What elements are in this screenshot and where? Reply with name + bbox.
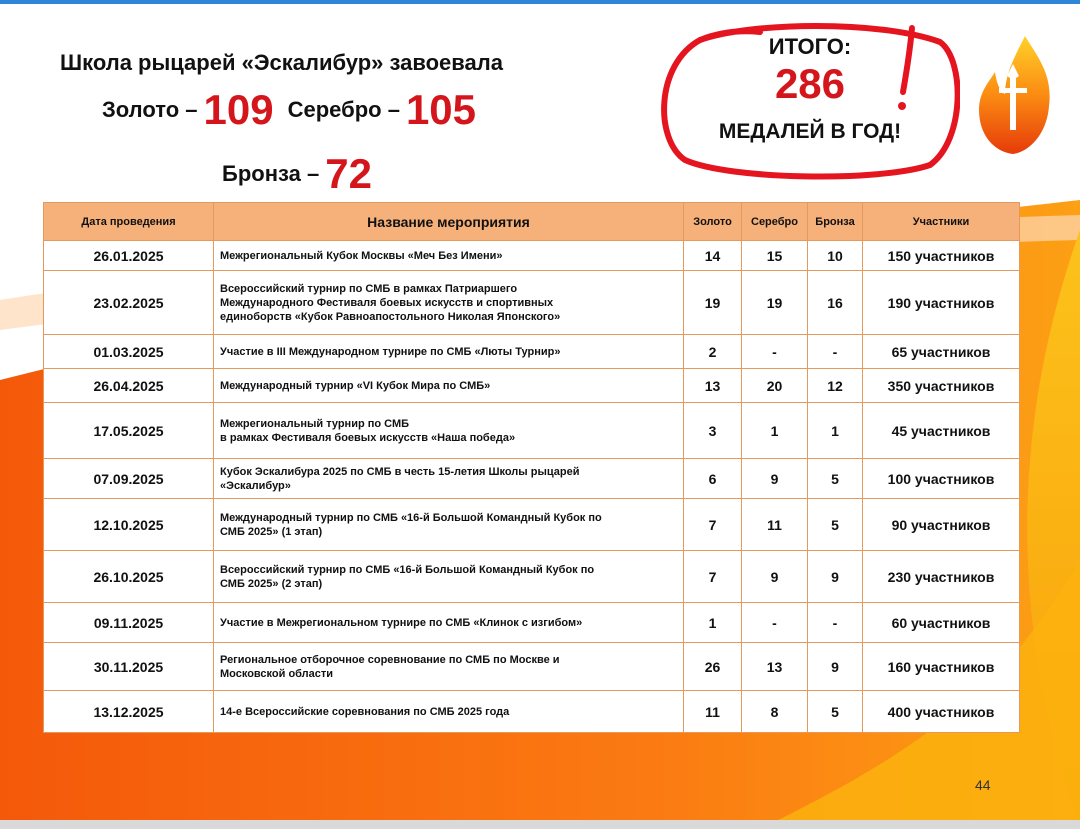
- row-participants: 150 участников: [863, 241, 1020, 271]
- table-header-row: [44, 203, 1020, 241]
- row-bronze-count: 10: [808, 241, 863, 271]
- row-gold-count: 7: [684, 551, 742, 603]
- events-table: [43, 202, 1020, 733]
- row-gold-count: 2: [684, 335, 742, 369]
- row-event-name: Межрегиональный турнир по СМБ в рамках Фестиваля боевых искусств «Наша победа»: [214, 403, 684, 459]
- headline-gold-silver: [102, 86, 476, 134]
- row-date: 13.12.2025: [44, 691, 214, 733]
- row-participants: 230 участников: [863, 551, 1020, 603]
- row-silver-count: 20: [742, 369, 808, 403]
- row-gold-count: 1: [684, 603, 742, 643]
- table-row: [44, 335, 1020, 369]
- row-participants: 190 участников: [863, 271, 1020, 335]
- row-silver-count: 13: [742, 643, 808, 691]
- silver-value: 105: [405, 86, 477, 133]
- row-silver-count: 9: [742, 459, 808, 499]
- row-date: 26.01.2025: [44, 241, 214, 271]
- row-bronze-count: 16: [808, 271, 863, 335]
- row-silver-count: -: [742, 335, 808, 369]
- table-row: [44, 643, 1020, 691]
- row-bronze-count: -: [808, 335, 863, 369]
- row-participants: 60 участников: [863, 603, 1020, 643]
- column-header-participants: Участники: [863, 203, 1020, 241]
- bronze-value: 72: [325, 150, 372, 197]
- row-event-name: Всероссийский турнир по СМБ в рамках Патриаршего Международного Фестиваля боевых искусств и спортивных единоборств «Кубок Равноапостольного Николая Японского»: [214, 271, 684, 335]
- headline-title: Школа рыцарей «Эскалибур» завоевала: [60, 50, 503, 75]
- row-participants: 90 участников: [863, 499, 1020, 551]
- row-participants: 45 участников: [863, 403, 1020, 459]
- row-date: 26.10.2025: [44, 551, 214, 603]
- row-date: 23.02.2025: [44, 271, 214, 335]
- total-callout: [660, 20, 960, 180]
- row-participants: 65 участников: [863, 335, 1020, 369]
- row-date: 01.03.2025: [44, 335, 214, 369]
- column-header-event: Название мероприятия: [214, 203, 684, 241]
- table-row: [44, 271, 1020, 335]
- flame-sword-icon: [975, 34, 1053, 156]
- table-row: [44, 403, 1020, 459]
- row-event-name: 14-е Всероссийские соревнования по СМБ 2025 года: [214, 691, 684, 733]
- row-date: 17.05.2025: [44, 403, 214, 459]
- row-gold-count: 13: [684, 369, 742, 403]
- row-gold-count: 6: [684, 459, 742, 499]
- events-table-container: [43, 202, 1019, 733]
- row-bronze-count: 9: [808, 551, 863, 603]
- row-bronze-count: 12: [808, 369, 863, 403]
- row-silver-count: 15: [742, 241, 808, 271]
- row-event-name: Участие в Межрегиональном турнире по СМБ «Клинок с изгибом»: [214, 603, 684, 643]
- table-row: [44, 369, 1020, 403]
- row-participants: 100 участников: [863, 459, 1020, 499]
- row-silver-count: 19: [742, 271, 808, 335]
- bronze-label: Бронза –: [222, 161, 320, 186]
- row-event-name: Всероссийский турнир по СМБ «16-й Большой Командный Кубок по СМБ 2025» (2 этап): [214, 551, 684, 603]
- table-row: [44, 241, 1020, 271]
- row-date: 30.11.2025: [44, 643, 214, 691]
- row-gold-count: 3: [684, 403, 742, 459]
- row-date: 12.10.2025: [44, 499, 214, 551]
- row-silver-count: -: [742, 603, 808, 643]
- row-bronze-count: -: [808, 603, 863, 643]
- bottom-strip: [0, 820, 1080, 829]
- column-header-gold: Золото: [684, 203, 742, 241]
- row-gold-count: 14: [684, 241, 742, 271]
- row-event-name: Кубок Эскалибура 2025 по СМБ в честь 15-летия Школы рыцарей «Эскалибур»: [214, 459, 684, 499]
- row-gold-count: 19: [684, 271, 742, 335]
- table-row: [44, 551, 1020, 603]
- row-event-name: Международный турнир «VI Кубок Мира по СМБ»: [214, 369, 684, 403]
- gold-value: 109: [203, 86, 274, 133]
- row-bronze-count: 5: [808, 691, 863, 733]
- row-bronze-count: 1: [808, 403, 863, 459]
- table-row: [44, 499, 1020, 551]
- column-header-date: Дата проведения: [44, 203, 214, 241]
- row-bronze-count: 9: [808, 643, 863, 691]
- row-date: 26.04.2025: [44, 369, 214, 403]
- row-silver-count: 1: [742, 403, 808, 459]
- row-event-name: Региональное отборочное соревнование по СМБ по Москве и Московской области: [214, 643, 684, 691]
- total-label: ИТОГО:: [768, 34, 852, 59]
- row-event-name: Международный турнир по СМБ «16-й Большой Командный Кубок по СМБ 2025» (1 этап): [214, 499, 684, 551]
- silver-label: Серебро –: [287, 97, 400, 122]
- row-participants: 350 участников: [863, 369, 1020, 403]
- row-participants: 160 участников: [863, 643, 1020, 691]
- row-gold-count: 26: [684, 643, 742, 691]
- row-event-name: Участие в III Международном турнире по СМБ «Люты Турнир»: [214, 335, 684, 369]
- column-header-bronze: Бронза: [808, 203, 863, 241]
- row-gold-count: 7: [684, 499, 742, 551]
- table-row: [44, 459, 1020, 499]
- headline-bronze: [222, 150, 372, 198]
- total-caption: МЕДАЛЕЙ В ГОД!: [718, 120, 902, 143]
- row-bronze-count: 5: [808, 499, 863, 551]
- page-number: 44: [975, 777, 991, 793]
- row-participants: 400 участников: [863, 691, 1020, 733]
- column-header-silver: Серебро: [742, 203, 808, 241]
- row-date: 09.11.2025: [44, 603, 214, 643]
- table-row: [44, 691, 1020, 733]
- row-silver-count: 9: [742, 551, 808, 603]
- row-event-name: Межрегиональный Кубок Москвы «Меч Без Имени»: [214, 241, 684, 271]
- row-gold-count: 11: [684, 691, 742, 733]
- row-silver-count: 11: [742, 499, 808, 551]
- row-silver-count: 8: [742, 691, 808, 733]
- gold-label: Золото –: [102, 97, 198, 122]
- row-date: 07.09.2025: [44, 459, 214, 499]
- table-row: [44, 603, 1020, 643]
- row-bronze-count: 5: [808, 459, 863, 499]
- total-value: 286: [774, 60, 846, 107]
